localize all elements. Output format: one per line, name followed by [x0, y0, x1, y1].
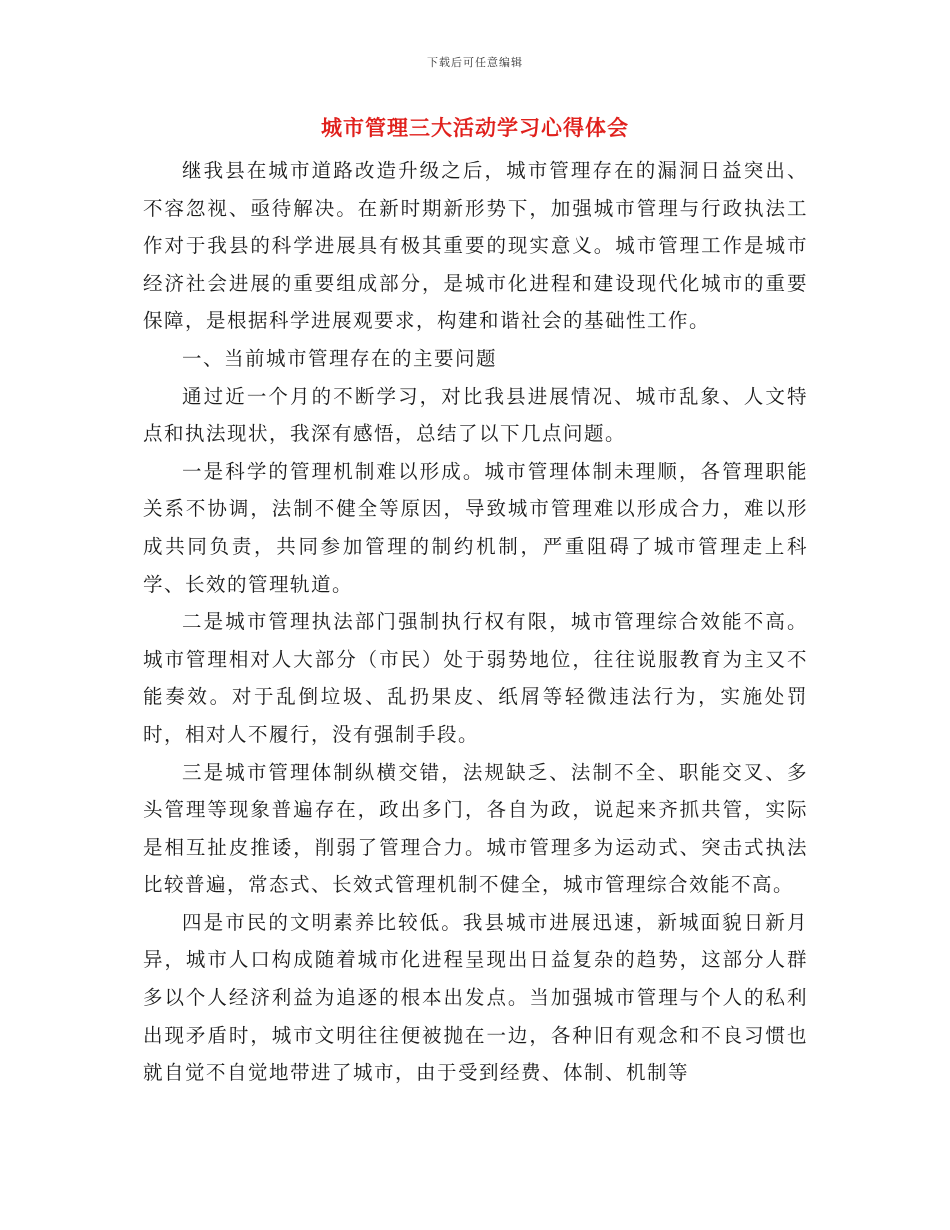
paragraph-point-1: 一是科学的管理机制难以形成。城市管理体制未理顺，各管理职能关系不协调，法制不健全等原因，导致城市管理难以形成合力，难以形成共同负责，共同参加管理的制约机制，严重阻碍了城市管理走上科学、长效的管理轨道。: [143, 459, 808, 596]
paragraph-intro: 继我县在城市道路改造升级之后，城市管理存在的漏洞日益突出、不容忽视、亟待解决。在新时期新形势下，加强城市管理与行政执法工作对于我县的科学进展具有极其重要的现实意义。城市管理工作是城市经济社会进展的重要组成部分，是城市化进程和建设现代化城市的重要保障，是根据科学进展观要求，构建和谐社会的基础性工作。: [143, 159, 808, 333]
paragraph-point-3: 三是城市管理体制纵横交错，法规缺乏、法制不全、职能交叉、多头管理等现象普遍存在，政出多门，各自为政，说起来齐抓共管，实际是相互扯皮推诿，削弱了管理合力。城市管理多为运动式、突击式执法比较普遍，常态式、长效式管理机制不健全，城市管理综合效能不高。: [143, 760, 808, 897]
paragraph-point-2: 二是城市管理执法部门强制执行权有限，城市管理综合效能不高。城市管理相对人大部分（市民）处于弱势地位，往往说服教育为主又不能奏效。对于乱倒垃圾、乱扔果皮、纸屑等轻微违法行为，实施处罚时，相对人不履行，没有强制手段。: [143, 610, 808, 746]
document-title: 城市管理三大活动学习心得体会: [321, 115, 629, 140]
document-body: [143, 152, 808, 1092]
paragraph-point-4: 四是市民的文明素养比较低。我县城市进展迅速，新城面貌日新月异，城市人口构成随着城市化进程呈现出日益复杂的趋势，这部分人群多以个人经济利益为追逐的根本出发点。当加强城市管理与个人的私利出现矛盾时，城市文明往往便被抛在一边，各种旧有观念和不良习惯也就自觉不自觉地带进了城市，由于受到经费、体制、机制等: [143, 910, 808, 1085]
section-heading: 一、当前城市管理存在的主要问题: [182, 346, 498, 370]
page-header: 下载后可任意编辑: [427, 56, 523, 69]
paragraph-summary: 通过近一个月的不断学习，对比我县进展情况、城市乱象、人文特点和执法现状，我深有感悟，总结了以下几点问题。: [143, 384, 808, 446]
